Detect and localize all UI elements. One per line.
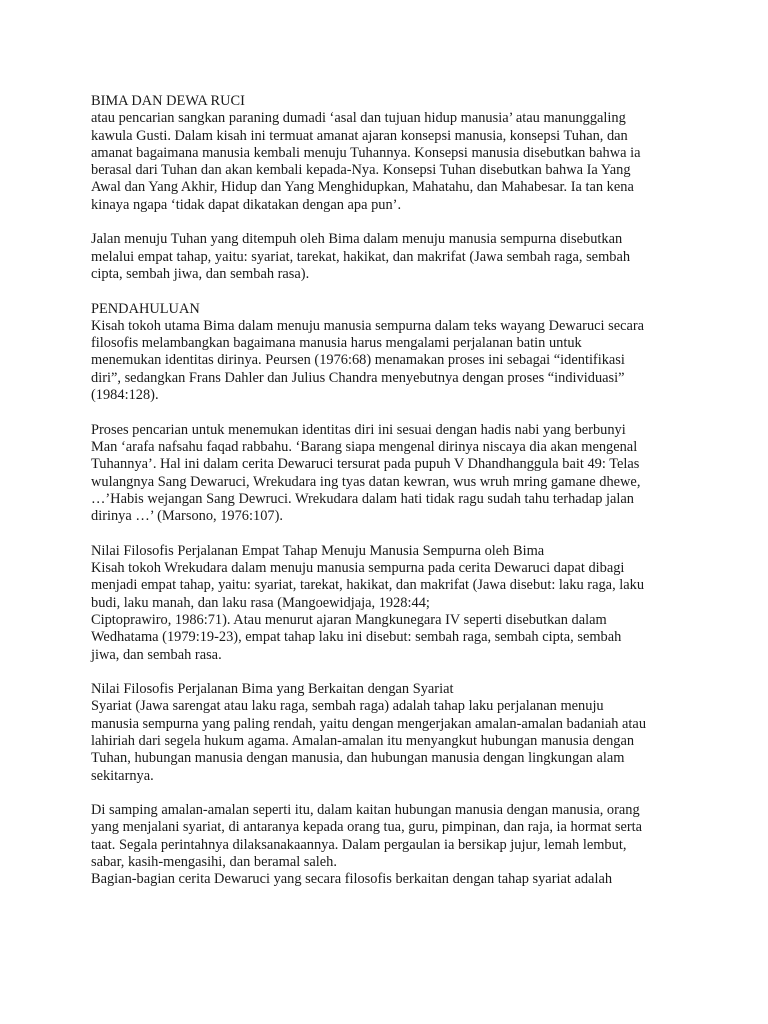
- text-line: wulangnya Sang Dewaruci, Wrekudara ing tyas datan kewran, wus wruh mring gamane dhewe,: [91, 473, 641, 490]
- paragraph: [91, 110, 691, 214]
- paragraph-spacer: [91, 785, 691, 802]
- paragraph-spacer: [91, 214, 691, 231]
- text-line: cipta, sembah jiwa, dan sembah rasa).: [91, 265, 310, 282]
- text-line: Kisah tokoh Wrekudara dalam menuju manusia sempurna pada cerita Dewaruci dapat dibagi: [91, 560, 625, 577]
- paragraph: [91, 422, 691, 526]
- text-line: Kisah tokoh utama Bima dalam menuju manusia sempurna dalam teks wayang Dewaruci secara: [91, 317, 645, 334]
- paragraph-spacer: [91, 525, 691, 542]
- text-line: Ciptoprawiro, 1986:71). Atau menurut ajaran Mangkunegara IV seperti disebutkan dalam: [91, 611, 607, 628]
- text-line: kawula Gusti. Dalam kisah ini termuat amanat ajaran konsepsi manusia, konsepsi Tuhan, dan: [91, 127, 628, 144]
- text-line: …’Habis wejangan Sang Dewruci. Wrekudara dalam hati tidak ragu sudah tahu terhadap jalan: [91, 490, 635, 507]
- paragraph: [91, 698, 691, 784]
- paragraph-spacer: [91, 664, 691, 681]
- text-line: Man ‘arafa nafsahu faqad rabbahu. ‘Barang siapa mengenal dirinya niscaya dia akan mengenal: [91, 438, 638, 455]
- text-line: Di samping amalan-amalan seperti itu, dalam kaitan hubungan manusia dengan manusia, orang: [91, 802, 640, 819]
- heading-text: Nilai Filosofis Perjalanan Empat Tahap Menuju Manusia Sempurna oleh Bima: [91, 542, 545, 559]
- text-line: sabar, kasih-mengasihi, dan beramal saleh.: [91, 854, 337, 871]
- text-line: Bagian-bagian cerita Dewaruci yang secara filosofis berkaitan dengan tahap syariat adalah: [91, 871, 613, 888]
- text-line: Jalan menuju Tuhan yang ditempuh oleh Bima dalam menuju manusia sempurna disebutkan: [91, 231, 623, 248]
- paragraph: [91, 560, 691, 664]
- text-line: manusia sempurna yang paling rendah, yaitu dengan mengerjakan amalan-amalan badaniah atau: [91, 715, 647, 732]
- text-line: Syariat (Jawa sarengat atau laku raga, sembah raga) adalah tahap laku perjalanan menuju: [91, 698, 604, 715]
- text-line: Wedhatama (1979:19-23), empat tahap laku ini disebut: sembah raga, sembah cipta, sembah: [91, 629, 622, 646]
- text-line: lahiriah dari segela hukum agama. Amalan-amalan itu menyangkut hubungan manusia dengan: [91, 732, 635, 749]
- text-line: menemukan identitas dirinya. Peursen (1976:68) menamakan proses ini sebagai “identifikasi: [91, 352, 625, 369]
- text-line: dirinya …’ (Marsono, 1976:107).: [91, 508, 283, 525]
- section-heading: [91, 93, 691, 110]
- text-line: yang menjalani syariat, di antaranya kepada orang tua, guru, pimpinan, dan raja, ia hormat serta: [91, 819, 643, 836]
- section-heading: [91, 543, 691, 560]
- text-line: amanat bagaimana manusia kembali menuju Tuhannya. Konsepsi manusia disebutkan bahwa ia: [91, 144, 641, 161]
- text-line: Proses pencarian untuk menemukan identitas diri ini sesuai dengan hadis nabi yang berbunyi: [91, 421, 626, 438]
- text-line: taat. Segala perintahnya dilaksanakaannya. Dalam pergaulan ia bersikap jujur, lemah lembut,: [91, 836, 627, 853]
- text-line: berasal dari Tuhan dan akan kembali kepada-Nya. Konsepsi Tuhan disebutkan bahwa Ia Yang: [91, 162, 631, 179]
- paragraph: [91, 318, 691, 404]
- paragraph-spacer: [91, 404, 691, 421]
- text-line: (1984:128).: [91, 387, 159, 404]
- text-line: filosofis melambangkan bagaimana manusia harus mengalami perjalanan batin untuk: [91, 335, 582, 352]
- section-heading: [91, 301, 691, 318]
- text-line: menjadi empat tahap, yaitu: syariat, tarekat, hakikat, dan makrifat (Jawa disebut: laku raga, laku: [91, 577, 645, 594]
- text-line: sekitarnya.: [91, 767, 154, 784]
- paragraph-spacer: [91, 283, 691, 300]
- section-heading: [91, 681, 691, 698]
- heading-text: BIMA DAN DEWA RUCI: [91, 93, 245, 109]
- paragraph: [91, 231, 691, 283]
- text-line: kinaya ngapa ‘tidak dapat dikatakan dengan apa pun’.: [91, 196, 402, 213]
- text-line: diri”, sedangkan Frans Dahler dan Julius Chandra menyebutnya dengan proses “individuasi”: [91, 369, 625, 386]
- text-line: budi, laku manah, dan laku rasa (Mangoewidjaja, 1928:44;: [91, 594, 430, 611]
- heading-text: Nilai Filosofis Perjalanan Bima yang Berkaitan dengan Syariat: [91, 681, 454, 698]
- text-line: Tuhannya’. Hal ini dalam cerita Dewaruci tersurat pada pupuh V Dhandhanggula bait 49: Telas: [91, 456, 640, 473]
- text-line: jiwa, dan sembah rasa.: [91, 646, 222, 663]
- document-body: [91, 93, 691, 889]
- paragraph: [91, 802, 691, 888]
- text-line: Tuhan, hubungan manusia dengan manusia, dan hubungan manusia dengan lingkungan alam: [91, 750, 625, 767]
- text-line: Awal dan Yang Akhir, Hidup dan Yang Menghidupkan, Mahatahu, dan Mahabesar. Ia tan kena: [91, 179, 634, 196]
- text-line: atau pencarian sangkan paraning dumadi ‘asal dan tujuan hidup manusia’ atau manunggaling: [91, 110, 626, 127]
- text-line: melalui empat tahap, yaitu: syariat, tarekat, hakikat, dan makrifat (Jawa sembah raga, sembah: [91, 248, 631, 265]
- heading-text: PENDAHULUAN: [91, 300, 200, 317]
